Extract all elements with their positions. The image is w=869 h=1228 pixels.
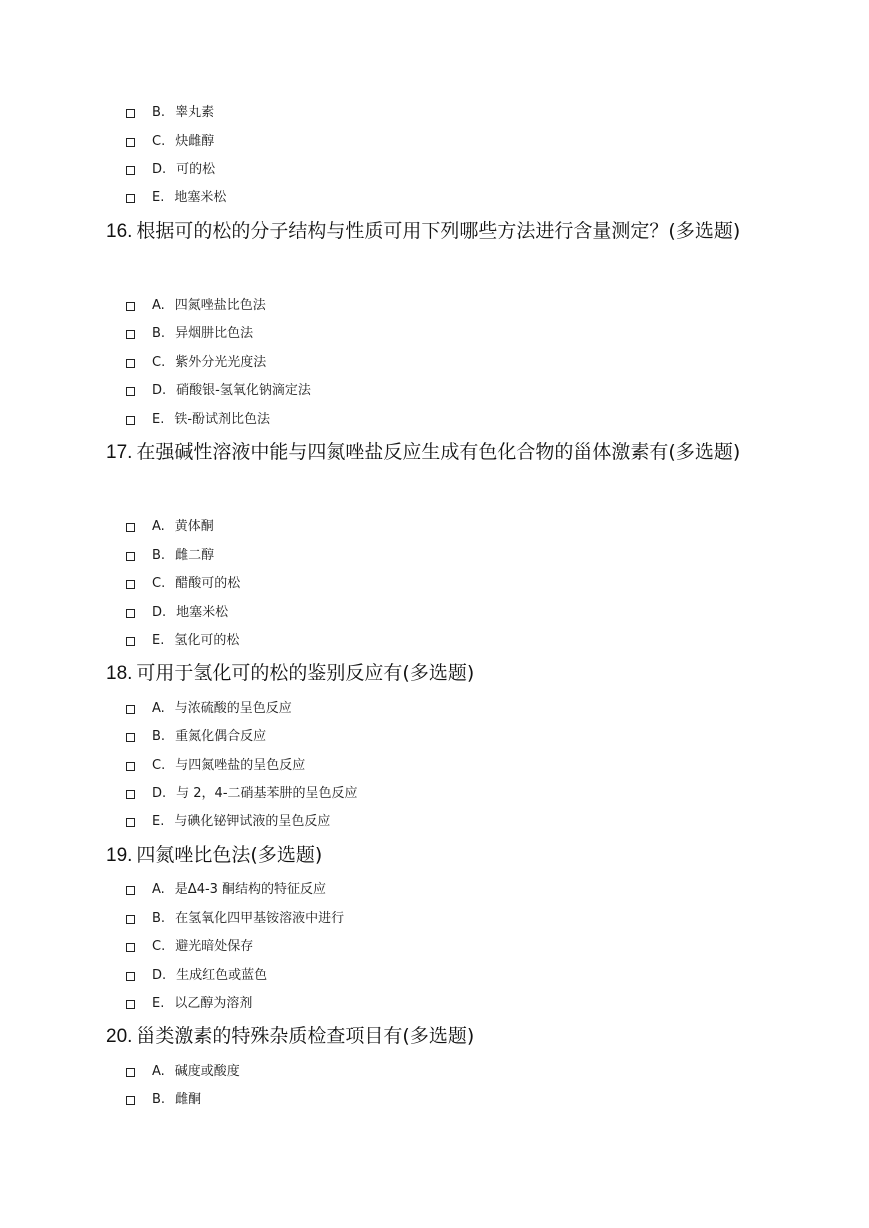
question-text: 根据可的松的分子结构与性质可用下列哪些方法进行含量测定？(多选题)	[136, 220, 741, 242]
option-text: 与四氮唑盐的呈色反应	[175, 758, 306, 773]
option-letter: B.	[152, 911, 166, 926]
option-16-d[interactable]	[126, 382, 311, 400]
question-16	[106, 216, 766, 247]
option-letter: C.	[152, 939, 166, 954]
checkbox-icon[interactable]	[126, 387, 135, 396]
checkbox-icon[interactable]	[126, 416, 135, 425]
option-15-c[interactable]	[126, 133, 214, 151]
option-text: 雌酮	[175, 1092, 202, 1107]
checkbox-icon[interactable]	[126, 733, 135, 742]
option-17-e[interactable]	[126, 632, 239, 650]
option-letter: D.	[152, 383, 167, 398]
question-20	[106, 1021, 766, 1052]
question-number: 16.	[106, 221, 133, 242]
option-letter: B.	[152, 105, 166, 120]
checkbox-icon[interactable]	[126, 109, 135, 118]
option-text: 铁-酚试剂比色法	[174, 412, 271, 427]
option-letter: B.	[152, 326, 166, 341]
checkbox-icon[interactable]	[126, 523, 135, 532]
question-number: 20.	[106, 1026, 133, 1047]
question-text: 甾类激素的特殊杂质检查项目有(多选题)	[136, 1025, 475, 1047]
option-17-c[interactable]	[126, 575, 240, 593]
option-text: 醋酸可的松	[175, 576, 241, 591]
option-15-e[interactable]	[126, 189, 226, 207]
option-letter: D.	[152, 605, 167, 620]
option-19-b[interactable]	[126, 910, 344, 928]
checkbox-icon[interactable]	[126, 1000, 135, 1009]
option-letter: A.	[152, 701, 165, 716]
option-letter: E.	[152, 412, 165, 427]
checkbox-icon[interactable]	[126, 886, 135, 895]
checkbox-icon[interactable]	[126, 762, 135, 771]
option-letter: A.	[152, 1064, 165, 1079]
checkbox-icon[interactable]	[126, 790, 135, 799]
option-letter: A.	[152, 882, 165, 897]
question-number: 19.	[106, 845, 133, 866]
option-20-b[interactable]	[126, 1091, 201, 1109]
question-number: 18.	[106, 663, 133, 684]
checkbox-icon[interactable]	[126, 943, 135, 952]
question-18	[106, 658, 766, 689]
option-letter: B.	[152, 1092, 166, 1107]
option-text: 与碘化铋钾试液的呈色反应	[174, 814, 331, 829]
option-text: 四氮唑盐比色法	[174, 298, 266, 313]
option-18-d[interactable]	[126, 785, 358, 803]
checkbox-icon[interactable]	[126, 138, 135, 147]
option-15-d[interactable]	[126, 161, 215, 179]
option-text: 与浓硫酸的呈色反应	[174, 701, 292, 716]
option-text: 黄体酮	[174, 519, 214, 534]
option-18-a[interactable]	[126, 700, 292, 718]
option-text: 避光暗处保存	[175, 939, 254, 954]
option-letter: C.	[152, 758, 166, 773]
option-16-a[interactable]	[126, 297, 266, 315]
checkbox-icon[interactable]	[126, 818, 135, 827]
option-letter: E.	[152, 190, 165, 205]
option-19-e[interactable]	[126, 995, 252, 1013]
option-19-d[interactable]	[126, 967, 267, 985]
option-letter: E.	[152, 814, 165, 829]
option-text: 以乙醇为溶剂	[174, 996, 253, 1011]
option-19-c[interactable]	[126, 938, 253, 956]
option-letter: D.	[152, 786, 167, 801]
option-20-a[interactable]	[126, 1063, 240, 1081]
option-letter: E.	[152, 996, 165, 1011]
question-text: 可用于氢化可的松的鉴别反应有(多选题)	[136, 662, 475, 684]
checkbox-icon[interactable]	[126, 915, 135, 924]
checkbox-icon[interactable]	[126, 302, 135, 311]
option-text: 炔雌醇	[175, 134, 215, 149]
option-text: 异烟肼比色法	[175, 326, 254, 341]
checkbox-icon[interactable]	[126, 552, 135, 561]
question-17	[106, 437, 766, 468]
option-letter: E.	[152, 633, 165, 648]
option-18-b[interactable]	[126, 728, 266, 746]
option-text: 碱度或酸度	[174, 1064, 240, 1079]
option-text: 地塞米松	[174, 190, 227, 205]
question-number: 17.	[106, 442, 133, 463]
option-text: 是Δ4-3 酮结构的特征反应	[174, 882, 327, 897]
option-letter: A.	[152, 519, 165, 534]
option-letter: C.	[152, 355, 166, 370]
option-letter: B.	[152, 729, 166, 744]
checkbox-icon[interactable]	[126, 194, 135, 203]
option-15-b[interactable]	[126, 104, 214, 122]
option-letter: D.	[152, 162, 167, 177]
option-16-b[interactable]	[126, 325, 253, 343]
option-text: 生成红色或蓝色	[176, 968, 268, 983]
checkbox-icon[interactable]	[126, 972, 135, 981]
checkbox-icon[interactable]	[126, 1068, 135, 1077]
option-text: 与 2，4-二硝基苯肼的呈色反应	[176, 786, 358, 801]
option-19-a[interactable]	[126, 881, 326, 899]
option-17-d[interactable]	[126, 604, 228, 622]
option-17-a[interactable]	[126, 518, 214, 536]
option-text: 地塞米松	[176, 605, 229, 620]
checkbox-icon[interactable]	[126, 330, 135, 339]
checkbox-icon[interactable]	[126, 580, 135, 589]
option-text: 氢化可的松	[174, 633, 240, 648]
option-text: 雌二醇	[175, 548, 215, 563]
checkbox-icon[interactable]	[126, 637, 135, 646]
option-text: 紫外分光光度法	[175, 355, 267, 370]
option-letter: B.	[152, 548, 166, 563]
question-text: 四氮唑比色法(多选题)	[136, 844, 323, 866]
checkbox-icon[interactable]	[126, 359, 135, 368]
question-text: 在强碱性溶液中能与四氮唑盐反应生成有色化合物的甾体激素有(多选题)	[136, 441, 741, 463]
checkbox-icon[interactable]	[126, 1096, 135, 1105]
option-text: 睾丸素	[175, 105, 215, 120]
option-letter: A.	[152, 298, 165, 313]
option-16-c[interactable]	[126, 354, 266, 372]
option-letter: D.	[152, 968, 167, 983]
option-text: 在氢氧化四甲基铵溶液中进行	[175, 911, 345, 926]
checkbox-icon[interactable]	[126, 609, 135, 618]
option-18-e[interactable]	[126, 813, 330, 831]
option-text: 重氮化偶合反应	[175, 729, 267, 744]
option-17-b[interactable]	[126, 547, 214, 565]
option-16-e[interactable]	[126, 411, 270, 429]
option-text: 硝酸银-氢氧化钠滴定法	[176, 383, 311, 398]
option-letter: C.	[152, 134, 166, 149]
question-19	[106, 840, 766, 871]
option-letter: C.	[152, 576, 166, 591]
option-18-c[interactable]	[126, 757, 305, 775]
checkbox-icon[interactable]	[126, 705, 135, 714]
option-text: 可的松	[176, 162, 216, 177]
checkbox-icon[interactable]	[126, 166, 135, 175]
